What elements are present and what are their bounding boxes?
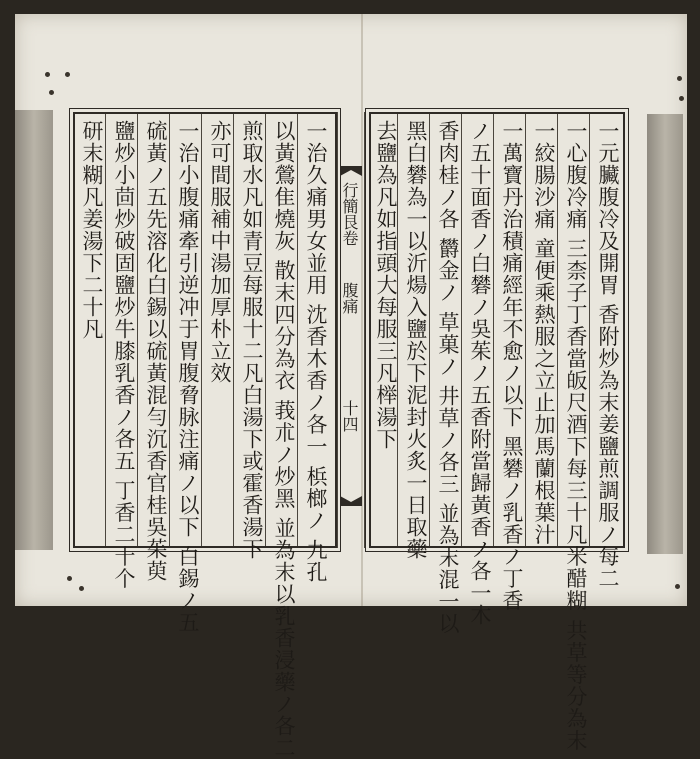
document-sheet — [15, 14, 687, 759]
page-number: 十四 — [340, 400, 359, 432]
right-page-column: 一元臟腹冷及開胃 香附炒為末姜鹽煎調服ノ每二 — [596, 120, 620, 590]
left-page-frame — [73, 112, 337, 759]
section-title: 腹痛 — [340, 282, 359, 314]
center-strip — [337, 112, 365, 548]
binding-hole — [45, 72, 50, 77]
left-page-column: 以黃鶯隹燒灰 散末四分為衣 莪朮ノ炒黑 並為末以乳香浸藥ノ各二 — [272, 120, 296, 759]
left-page-column: 硫黃ノ五先溶化白錫以硫黃混勻沉香官桂吳茱萸 — [144, 120, 168, 582]
right-page-column: 香肉桂ノ各 欝金ノ 草菓ノ 井草ノ各三 並為末混一以 — [436, 120, 460, 635]
right-page-column: ノ五十面香ノ白礬ノ吳茱ノ五香附當歸黃香ノ各一木 — [468, 120, 492, 626]
fishtail-mark-top — [340, 166, 362, 176]
binding-hole — [65, 72, 70, 77]
right-edge-stain — [647, 114, 683, 554]
left-page-column: 鹽炒小茴炒破固鹽炒牛膝乳香ノ各五 丁香二十个 — [112, 120, 136, 590]
binding-hole — [679, 96, 684, 101]
right-page-column: 一絞腸沙痛 童便乘熱服之立止加馬蘭根葉汁 — [532, 120, 556, 546]
binding-hole — [675, 584, 680, 589]
book-title: 行簡艮卷 — [340, 182, 359, 246]
right-page-column: 黑白礬為一以沂煬入鹽於下泥封火炙一日取藥 — [404, 120, 428, 560]
binding-hole — [677, 76, 682, 81]
right-page-column: 去鹽為凡如指頭大每服三凡榉湯下 — [374, 120, 398, 450]
right-page-column: 一心腹冷痛 三柰子丁香當皈尺酒下每三十凡米醋糊 共草等分為末 — [564, 120, 588, 752]
left-page-column: 煎取水凡如青豆每服十二凡白湯下或霍香湯下 — [240, 120, 264, 560]
left-page-column: 亦可間服補中湯加厚朴立效 — [208, 120, 232, 384]
binding-hole — [79, 586, 84, 591]
binding-hole — [67, 576, 72, 581]
left-page-column: 一治久痛男女並用 沈香木香ノ各一 梹榔ノ 九孔 — [304, 120, 328, 584]
binding-hole — [49, 90, 54, 95]
left-page-column: 一治小腹痛牽引逆冲于胃腹脅脉注痛ノ以下 白錫ノ五 — [176, 120, 200, 634]
right-page-column: 一萬寶丹治積痛經年不愈ノ以下 黑礬ノ乳香ノ丁香 — [500, 120, 524, 612]
left-edge-stain — [15, 110, 53, 550]
fishtail-mark-bottom — [340, 496, 362, 506]
right-page-frame — [369, 112, 625, 752]
left-page-column: 研末糊凡姜湯下二十凡 — [80, 120, 104, 340]
